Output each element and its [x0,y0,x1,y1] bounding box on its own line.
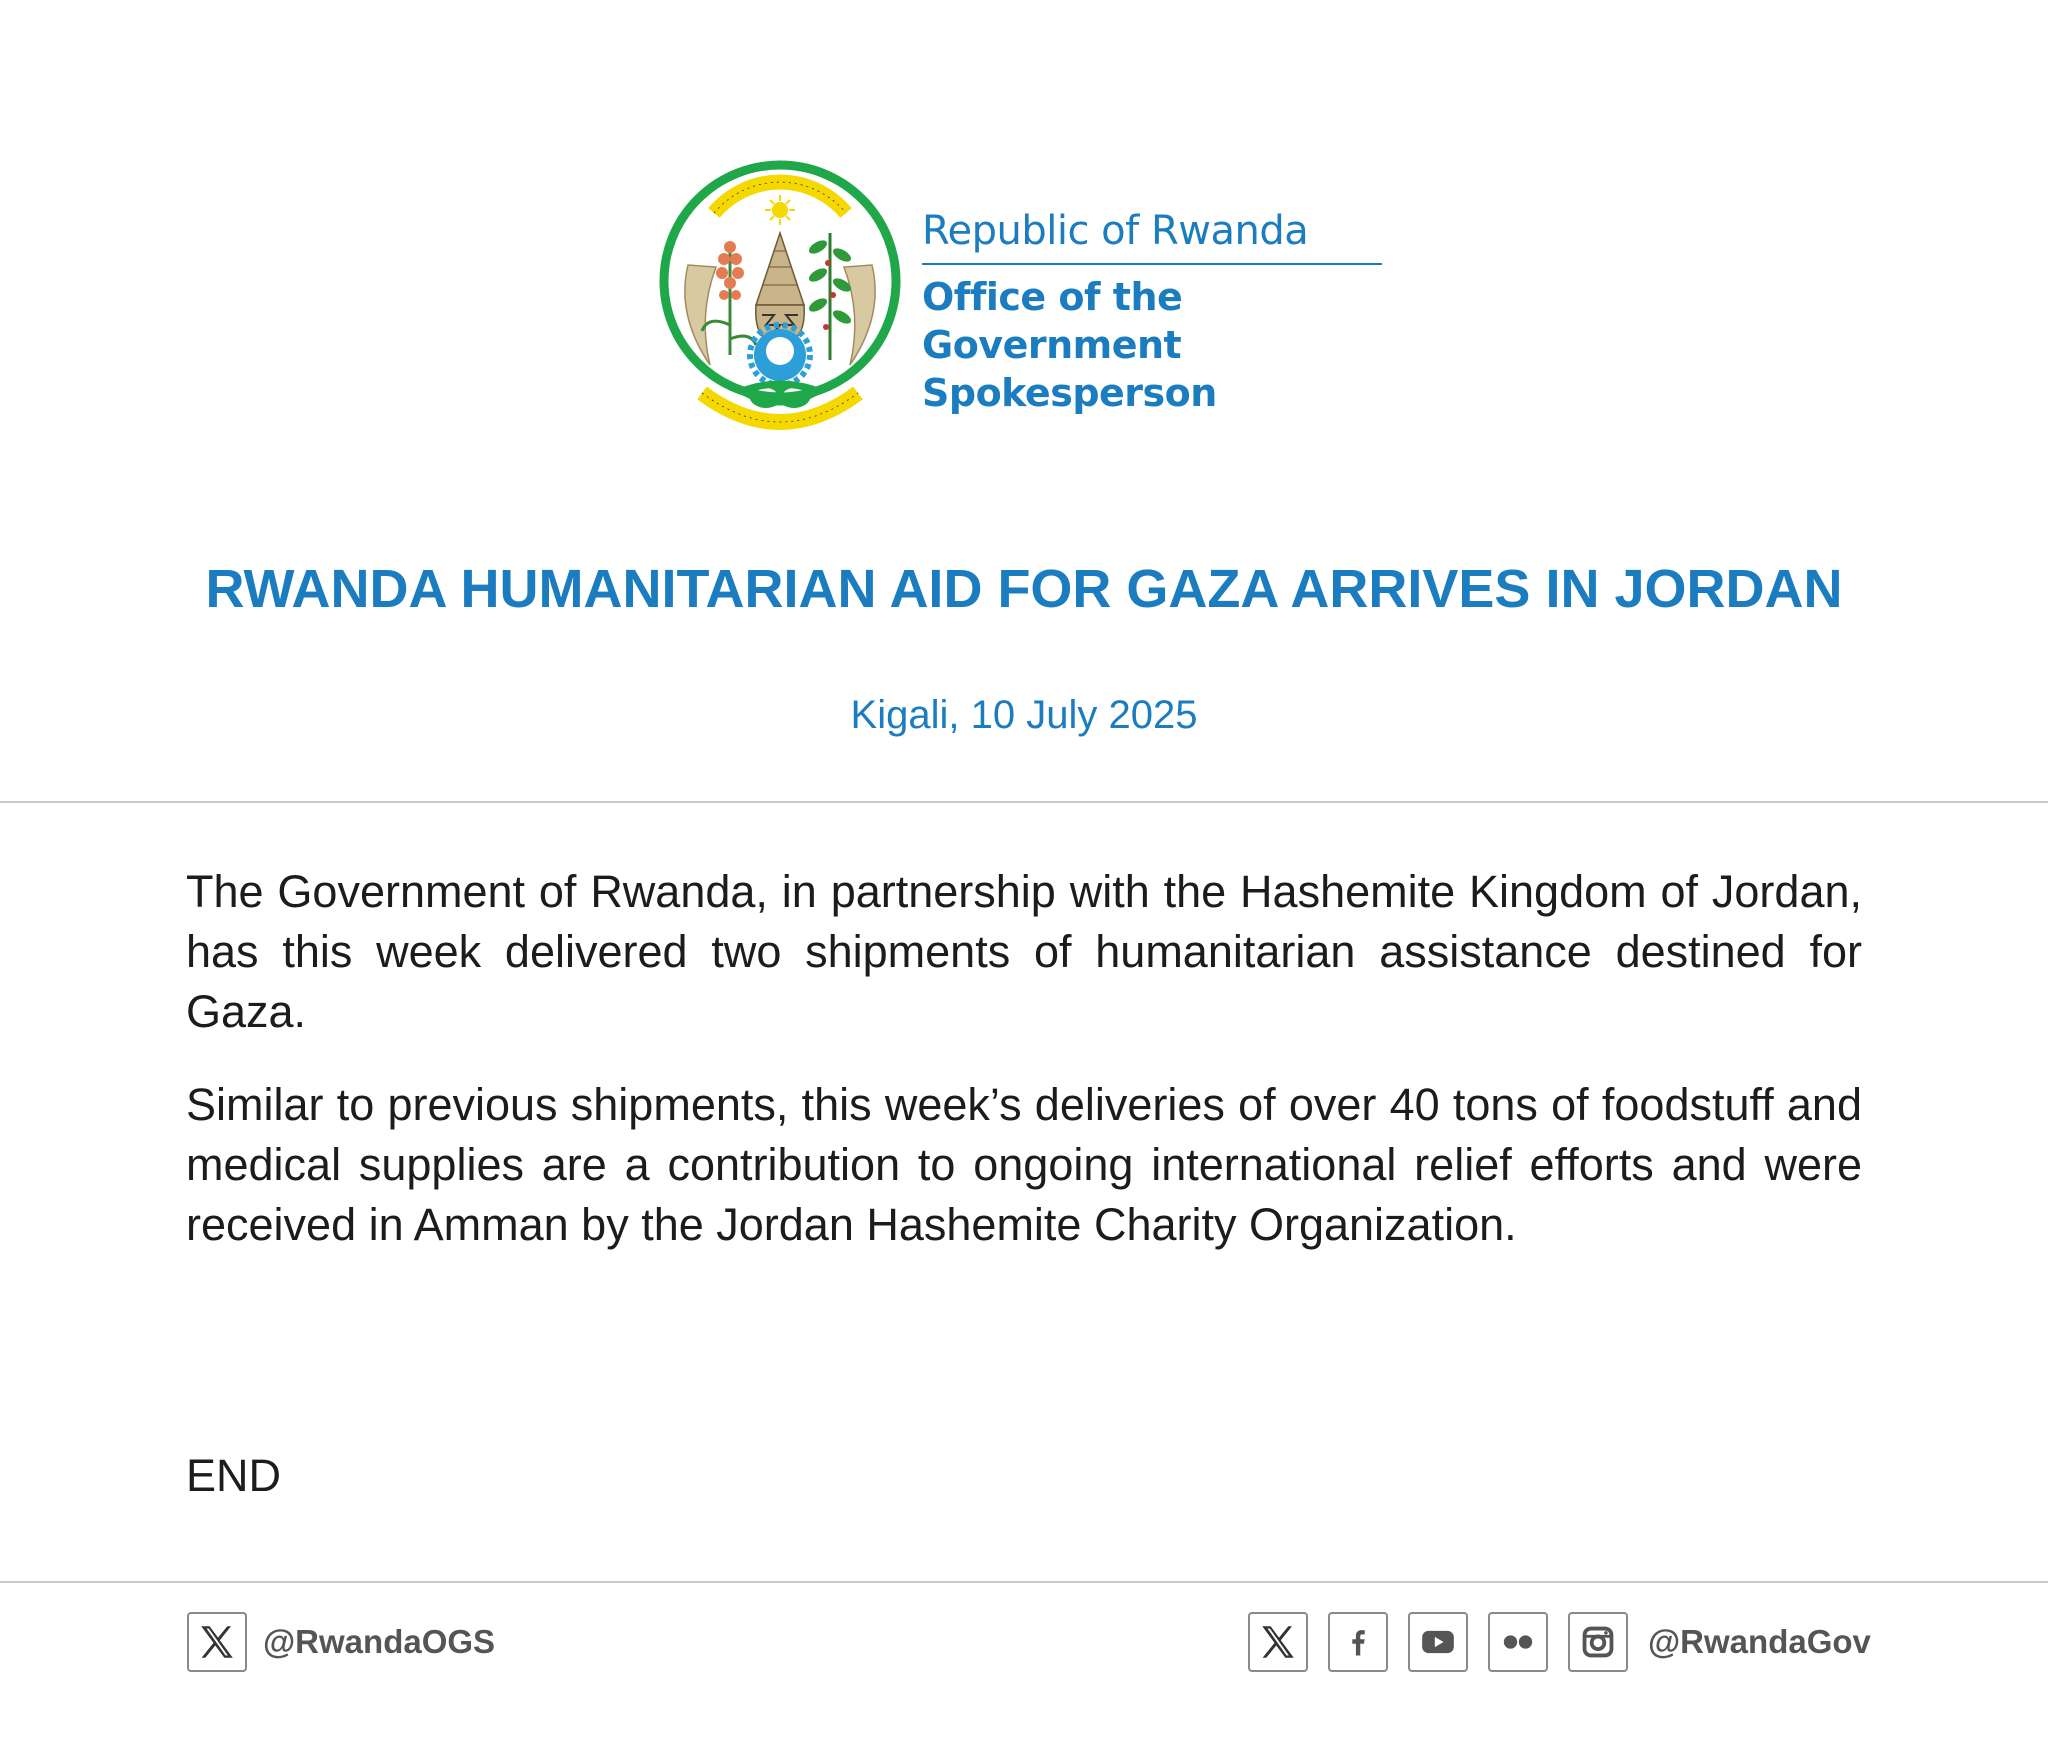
country-name: Republic of Rwanda [922,205,1382,265]
body-paragraph: Similar to previous shipments, this week’s deliveries of over 40 tons of foodstuff and medical supplies are a contribution to ongoing international relief efforts and were received in Amman by the Jordan Hashemite Charity Organization. [186,1079,1862,1250]
footer-handle-left[interactable]: @RwandaOGS [263,1623,496,1660]
divider-top [0,801,2048,803]
dateline: Kigali, 10 July 2025 [850,693,1198,737]
letterhead [0,0,2048,540]
x-icon[interactable] [1248,1612,1308,1672]
divider-bottom [0,1581,2048,1583]
instagram-icon[interactable] [1568,1612,1628,1672]
facebook-icon[interactable] [1328,1612,1388,1672]
end-marker: END [186,1450,282,1501]
office-name [922,273,1382,417]
office-name-line-1: Office of the Government [922,275,1183,367]
footer-handle-right[interactable]: @RwandaGov [1648,1623,1871,1660]
press-release-title: RWANDA HUMANITARIAN AID FOR GAZA ARRIVES IN JORDAN [205,559,1843,619]
youtube-icon[interactable] [1408,1612,1468,1672]
press-release-body [186,862,1862,1288]
flickr-icon[interactable] [1488,1612,1548,1672]
office-name-line-2: Spokesperson [922,371,1217,415]
rwanda-coat-of-arms-icon [658,155,902,435]
organization-name [922,205,1382,417]
body-paragraph: The Government of Rwanda, in partnership with the Hashemite Kingdom of Jordan, has this week delivered two shipments of humanitarian assistance destined for Gaza. [186,866,1862,1037]
x-icon[interactable] [187,1612,247,1672]
